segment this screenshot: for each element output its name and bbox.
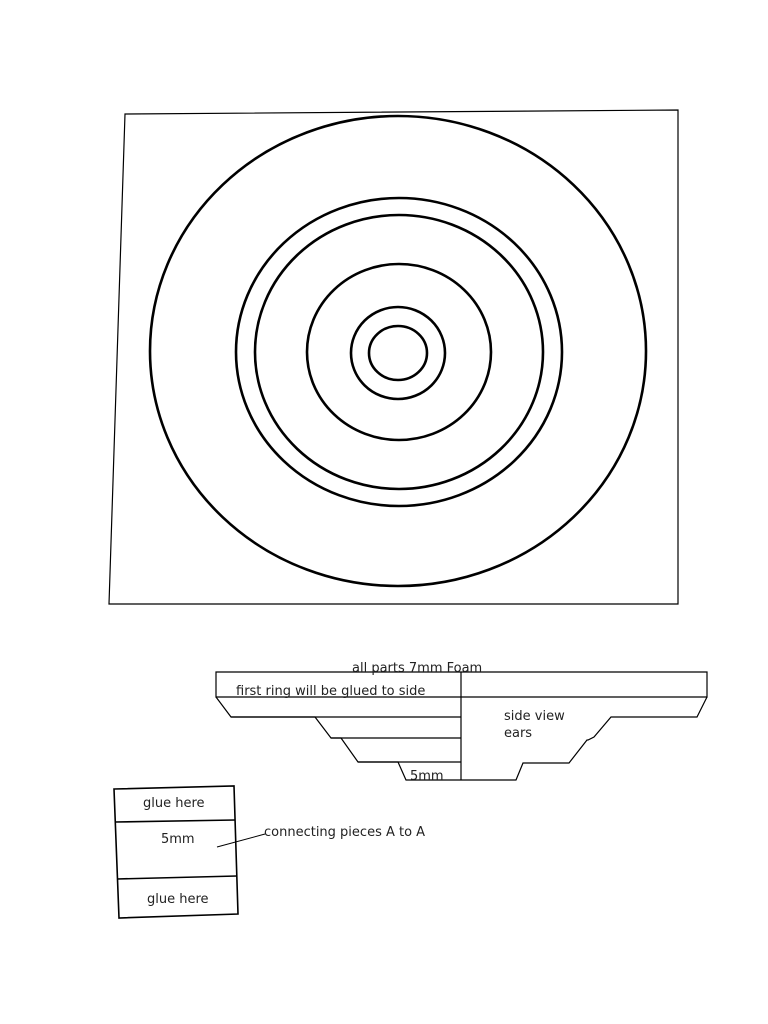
ring-5 xyxy=(351,307,445,399)
ears-label: ears xyxy=(504,726,533,741)
connector-divider-top xyxy=(115,820,235,822)
callout-leader xyxy=(217,834,265,847)
side-dimension-label: 5mm xyxy=(410,769,444,784)
ring-3 xyxy=(255,215,543,489)
connector-divider-bottom xyxy=(117,876,237,879)
rings-view xyxy=(109,110,678,604)
ring-inner xyxy=(369,326,427,380)
connector-callout: connecting pieces A to A xyxy=(264,825,426,840)
ring-4 xyxy=(307,264,491,440)
glue-here-bottom: glue here xyxy=(147,892,209,907)
connector-dimension-label: 5mm xyxy=(161,832,195,847)
glue-here-top: glue here xyxy=(143,796,205,811)
connector-piece xyxy=(114,786,425,918)
side-view xyxy=(216,661,707,784)
ring-2 xyxy=(236,198,562,506)
right-stepped-profile xyxy=(461,697,707,780)
all-parts-note: all parts 7mm Foam xyxy=(352,661,483,676)
side-view-label: side view xyxy=(504,709,565,724)
first-ring-note: first ring will be glued to side xyxy=(236,684,426,699)
template-frame xyxy=(109,110,678,604)
ring-outer xyxy=(150,116,646,586)
